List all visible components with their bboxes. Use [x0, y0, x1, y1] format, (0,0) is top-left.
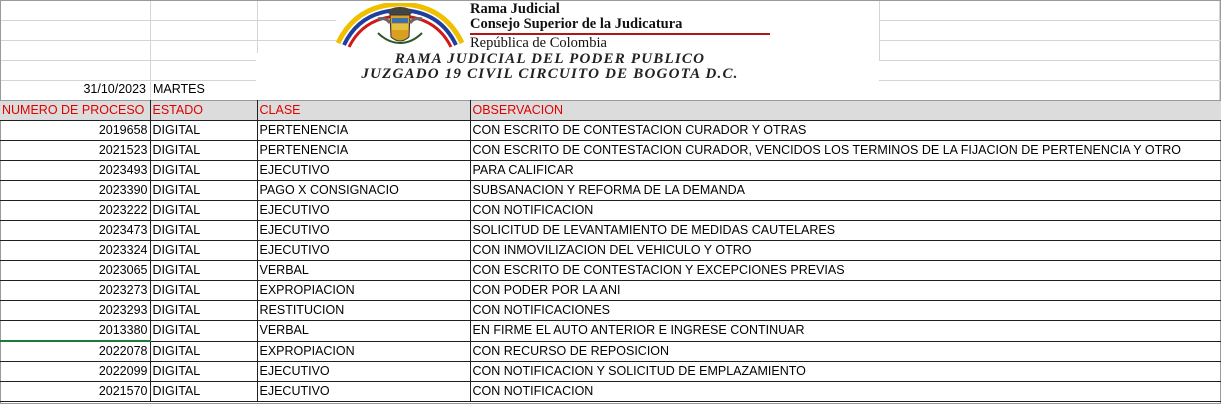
cell-process-number[interactable]: 2023493	[0, 161, 150, 181]
cell-class[interactable]: VERBAL	[257, 321, 470, 342]
cell-class[interactable]: EJECUTIVO	[257, 221, 470, 241]
cell-process-number[interactable]: 2023273	[0, 281, 150, 301]
table-row	[0, 201, 1221, 221]
cell-observation[interactable]: CON INMOVILIZACION DEL VEHICULO Y OTRO	[470, 241, 1221, 261]
day-cell[interactable]: MARTES	[153, 82, 205, 96]
cell-class[interactable]: EJECUTIVO	[257, 241, 470, 261]
cell-process-number[interactable]: 2022099	[0, 362, 150, 382]
gridline	[257, 1, 258, 53]
cell-observation[interactable]: CON ESCRITO DE CONTESTACION CURADOR Y OTRAS	[470, 121, 1221, 141]
table-row	[0, 181, 1221, 201]
column-header-status[interactable]: ESTADO	[150, 101, 257, 121]
gridline	[1, 40, 336, 41]
table-row	[0, 161, 1221, 181]
cell-status[interactable]: DIGITAL	[150, 141, 257, 161]
table-row	[0, 281, 1221, 301]
cell-class[interactable]: PERTENENCIA	[257, 121, 470, 141]
table-row	[0, 141, 1221, 161]
cell-observation[interactable]: CON NOTIFICACION	[470, 382, 1221, 402]
gridline	[150, 1, 151, 101]
cell-class[interactable]: EJECUTIVO	[257, 201, 470, 221]
cell-class[interactable]: EJECUTIVO	[257, 382, 470, 402]
cell-status[interactable]: DIGITAL	[150, 301, 257, 321]
cell-process-number[interactable]: 2023324	[0, 241, 150, 261]
gridline	[1, 20, 336, 21]
cell-observation[interactable]: CON PODER POR LA ANI	[470, 281, 1221, 301]
cell-observation[interactable]: CON NOTIFICACION Y SOLICITUD DE EMPLAZAMIENTO	[470, 362, 1221, 382]
table-row	[0, 121, 1221, 141]
cell-status[interactable]: DIGITAL	[150, 201, 257, 221]
cell-class[interactable]: EJECUTIVO	[257, 362, 470, 382]
gridline	[879, 20, 1221, 21]
column-header-observation[interactable]: OBSERVACION	[470, 101, 1221, 121]
date-cell[interactable]: 31/10/2023	[83, 82, 146, 96]
table-row	[0, 362, 1221, 382]
cell-process-number[interactable]: 2021523	[0, 141, 150, 161]
cell-class[interactable]: EXPROPIACION	[257, 341, 470, 362]
gridline	[879, 1, 880, 61]
gridline	[879, 40, 1221, 41]
institution-line-1: Rama Judicial	[470, 1, 560, 17]
cell-process-number[interactable]: 2013380	[0, 321, 150, 342]
cell-status[interactable]: DIGITAL	[150, 261, 257, 281]
cell-process-number[interactable]: 2023390	[0, 181, 150, 201]
cell-process-number[interactable]: 2023065	[0, 261, 150, 281]
cell-process-number[interactable]: 2019658	[0, 121, 150, 141]
table-row	[0, 341, 1221, 362]
coat-of-arms-logo	[336, 3, 464, 50]
gridline	[1, 60, 256, 61]
cell-status[interactable]: DIGITAL	[150, 362, 257, 382]
cell-status[interactable]: DIGITAL	[150, 161, 257, 181]
table-body	[0, 121, 1221, 402]
cell-process-number[interactable]: 2023222	[0, 201, 150, 221]
cell-observation[interactable]: CON ESCRITO DE CONTESTACION CURADOR, VENCIDOS LOS TERMINOS DE LA FIJACION DE PERTENENCIA Y OTRO	[470, 141, 1221, 161]
cell-observation[interactable]: SUBSANACION Y REFORMA DE LA DEMANDA	[470, 181, 1221, 201]
gridline	[1, 80, 256, 81]
cell-observation[interactable]: CON ESCRITO DE CONTESTACION Y EXCEPCIONES PREVIAS	[470, 261, 1221, 281]
column-header-class[interactable]: CLASE	[257, 101, 470, 121]
cell-class[interactable]: EJECUTIVO	[257, 161, 470, 181]
process-table	[0, 100, 1221, 402]
table-row	[0, 301, 1221, 321]
gridline	[879, 80, 1221, 81]
cell-status[interactable]: DIGITAL	[150, 221, 257, 241]
cell-observation[interactable]: CON RECURSO DE REPOSICION	[470, 341, 1221, 362]
cell-status[interactable]: DIGITAL	[150, 241, 257, 261]
court-title-line-2: JUZGADO 19 CIVIL CIRCUITO DE BOGOTA D.C.	[361, 66, 739, 82]
cell-class[interactable]: PAGO X CONSIGNACIO	[257, 181, 470, 201]
gridline	[879, 60, 1221, 61]
court-title	[250, 52, 850, 82]
cell-class[interactable]: VERBAL	[257, 261, 470, 281]
cell-class[interactable]: PERTENENCIA	[257, 141, 470, 161]
cell-process-number[interactable]: 2022078	[0, 341, 150, 362]
cell-status[interactable]: DIGITAL	[150, 121, 257, 141]
table-row	[0, 321, 1221, 342]
cell-status[interactable]: DIGITAL	[150, 281, 257, 301]
table-row	[0, 382, 1221, 402]
cell-process-number[interactable]: 2021570	[0, 382, 150, 402]
cell-class[interactable]: EXPROPIACION	[257, 281, 470, 301]
cell-process-number[interactable]: 2023473	[0, 221, 150, 241]
cell-observation[interactable]: EN FIRME EL AUTO ANTERIOR E INGRESE CONTINUAR	[470, 321, 1221, 342]
cell-status[interactable]: DIGITAL	[150, 181, 257, 201]
cell-status[interactable]: DIGITAL	[150, 382, 257, 402]
column-header-process-number[interactable]: NUMERO DE PROCESO	[0, 101, 150, 121]
cell-process-number[interactable]: 2023293	[0, 301, 150, 321]
cell-status[interactable]: DIGITAL	[150, 341, 257, 362]
institution-block	[470, 2, 790, 51]
gridline	[1219, 1, 1220, 101]
institution-line-2: Consejo Superior de la Judicatura	[470, 16, 683, 32]
cell-observation[interactable]: SOLICITUD DE LEVANTAMIENTO DE MEDIDAS CAUTELARES	[470, 221, 1221, 241]
table-header-row	[0, 101, 1221, 121]
cell-observation[interactable]: CON NOTIFICACIONES	[470, 301, 1221, 321]
cell-status[interactable]: DIGITAL	[150, 321, 257, 342]
table-row	[0, 261, 1221, 281]
table-row	[0, 241, 1221, 261]
table-row	[0, 221, 1221, 241]
court-title-line-1: RAMA JUDICIAL DEL PODER PUBLICO	[394, 51, 706, 67]
cell-class[interactable]: RESTITUCION	[257, 301, 470, 321]
cell-observation[interactable]: CON NOTIFICACION	[470, 201, 1221, 221]
cell-observation[interactable]: PARA CALIFICAR	[470, 161, 1221, 181]
institution-line-3: República de Colombia	[470, 35, 607, 51]
